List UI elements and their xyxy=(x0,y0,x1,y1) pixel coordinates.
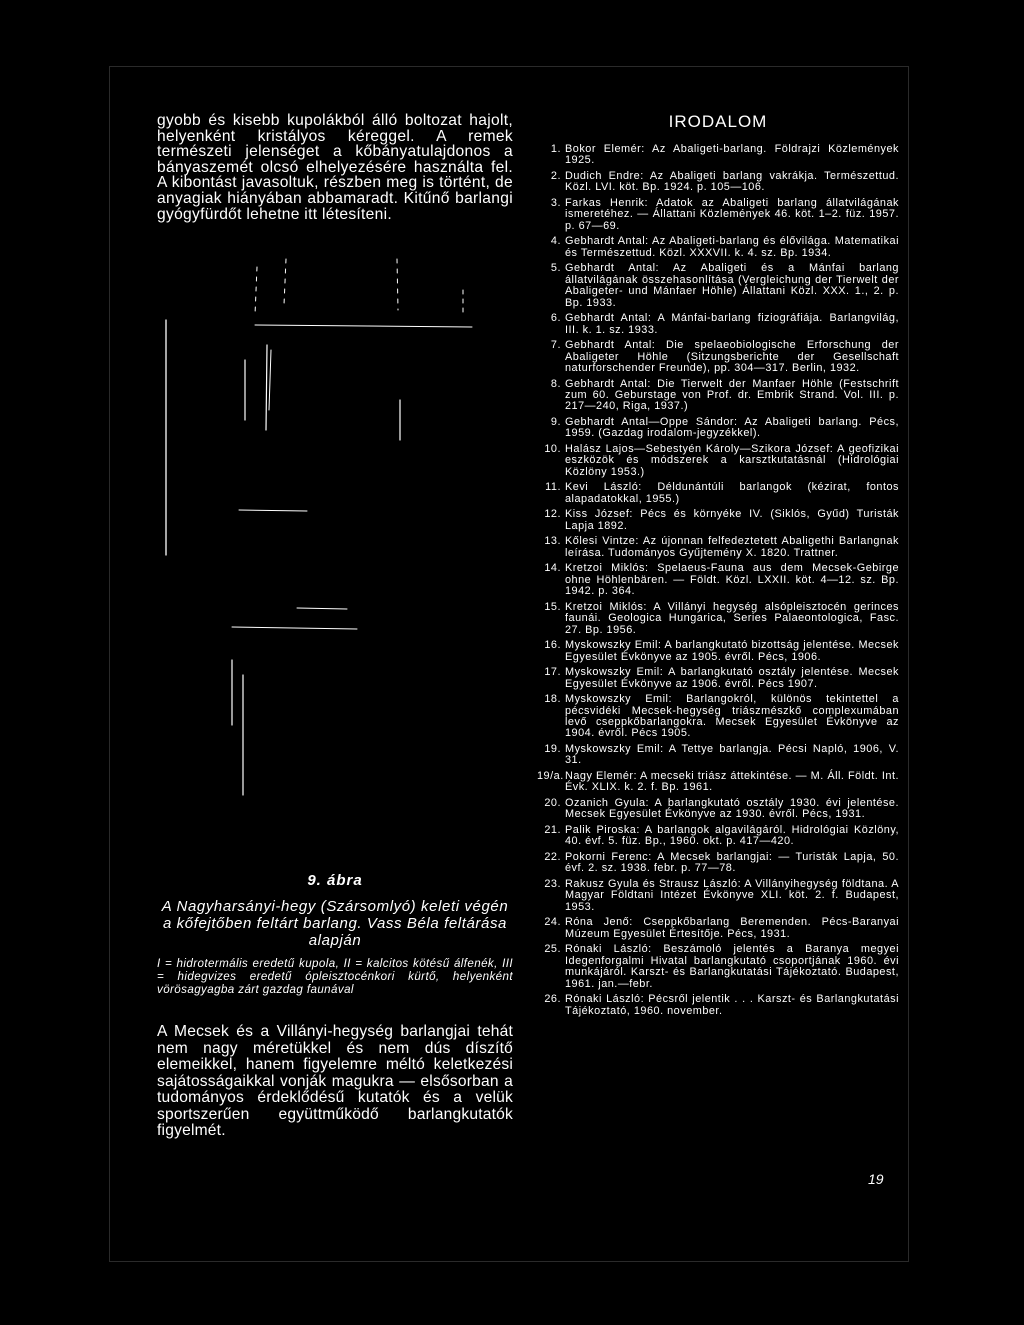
bibliography-entry xyxy=(537,509,899,532)
left-column xyxy=(157,113,513,222)
bibliography-entry xyxy=(537,879,899,913)
bibliography-entry-number: 7. xyxy=(550,339,561,352)
bibliography-entry xyxy=(537,667,899,690)
bibliography-entry-text: Farkas Henrik: Adatok az Abaligeti barlang állatvilágának ismeretéhez. — Állattani Közlemények 46. köt. 1–2. füz. 1957. p. 67—69. xyxy=(565,197,899,232)
bibliography-entry-text: Gebhardt Antal: Az Abaligeti-barlang és élővilága. Matematikai és Természettud. Közl. XXXVII. k. 4. sz. Bp. 1934. xyxy=(565,235,899,259)
bibliography-entry-number: 19/a. xyxy=(537,770,564,783)
bibliography-entry-text: Ozanich Gyula: A barlangkutató osztály 1930. évi jelentése. Mecsek Egyesület Évkönyve az 1930. évről. Pécs, 1931. xyxy=(565,797,899,821)
bibliography-entry xyxy=(537,563,899,597)
bibliography-entry-text: Halász Lajos—Sebestyén Károly—Szikora József: A geofizikai eszközök és módszerek a karsztkutatásnál (Hidrológiai Közlöny 1953.) xyxy=(565,443,899,478)
bibliography-entry-text: Dudich Endre: Az Abaligeti barlang vakrákja. Természettud. Közl. LVI. köt. Bp. 1924. p. 105—106. xyxy=(565,170,899,194)
bibliography-entry xyxy=(537,417,899,440)
bibliography-entry-text: Rakusz Gyula és Strausz László: A Villányihegység földtana. A Magyar Földtani Intézet Évkönyve XLI. köt. 2. f. Budapest, 1953. xyxy=(565,878,899,913)
bibliography-heading: IRODALOM xyxy=(668,112,768,131)
page-number: 19 xyxy=(868,1171,884,1187)
bibliography-entry-number: 20. xyxy=(544,797,561,810)
bibliography-entry-text: Gebhardt Antal: Az Abaligeti és a Mánfai barlang állatvilágának összehasonlítása (Vergleichung der Tierwelt der Abaligeter- und Mánfaer Höhle) Állattani Közl. XXX. 1., 2. p. Bp. 1933. xyxy=(565,262,899,309)
bibliography-entry-number: 13. xyxy=(544,535,561,548)
bibliography-entry-text: Kiss József: Pécs és környéke IV. (Siklós, Gyűd) Turisták Lapja 1892. xyxy=(565,508,899,532)
bibliography-entry-text: Rónaki László: Pécsről jelentik . . . Karszt- és Barlangkutatási Tájékoztató, 1960. november. xyxy=(565,993,899,1017)
bibliography-entry xyxy=(537,994,899,1017)
bibliography-entry xyxy=(537,917,899,940)
dashed-line xyxy=(255,267,257,315)
bibliography-entry-number: 1. xyxy=(550,143,561,155)
bibliography-column xyxy=(537,112,899,1021)
dashed-line xyxy=(284,259,286,305)
dashed-line xyxy=(397,259,398,310)
bibliography-entry xyxy=(537,694,899,740)
cave-figure xyxy=(157,255,513,865)
bibliography-entry xyxy=(537,144,899,167)
bibliography-entry-text: Gebhardt Antal—Oppe Sándor: Az Abaligeti barlang. Pécs, 1959. (Gazdag irodalom-jegyzékkel). xyxy=(565,416,899,440)
bibliography-entry-number: 14. xyxy=(544,562,561,575)
bibliography-entry-number: 22. xyxy=(544,851,561,864)
bibliography-entry-text: Róna Jenő: Cseppkőbarlang Beremenden. Pécs-Baranyai Múzeum Egyesület Értesítője. Pécs, 1931. xyxy=(565,916,899,940)
intro-paragraph: gyobb és kisebb kupolákból álló boltozat hajolt, helyenként kristályos kéreggel. A remek természeti jelenséget a kőbányatulajdonos a bányaszemét olcsó elhelyezésére használta fel. A kibontást javasoltuk, részben meg is történt, de anyagiak hiányában abbamaradt. Kitűnő barlangi gyógyfürdőt lehetne itt létesíteni. xyxy=(157,112,513,223)
vertical-line xyxy=(269,350,271,410)
bibliography-entry-number: 16. xyxy=(544,639,561,652)
bibliography-entry-text: Kretzoi Miklós: A Villányi hegység alsópleisztocén gerinces faunái. Geologica Hungarica, Series Palaeontologica, Fasc. 27. Bp. 1956. xyxy=(565,600,899,636)
body-paragraph: A Mecsek és a Villányi-hegység barlangjai tehát nem nagy méretükkel és nem dús díszítő elemeikkel, hanem figyelemre méltó keletkezési sajátosságaikkal vonják magukra — elsősorban a tudományos érdeklődésű kutatók és a velük sportszerűen együttműködő barlangkutatók figyelmét. xyxy=(157,1023,513,1139)
bibliography-entry-number: 4. xyxy=(550,235,561,248)
bibliography-entry-text: Myskowszky Emil: A Tettye barlangja. Pécsi Napló, 1906, V. 31. xyxy=(565,743,899,767)
bibliography-entry-number: 18. xyxy=(544,693,561,706)
bibliography-entry-number: 2. xyxy=(550,170,561,182)
figure-number: 9. ábra xyxy=(307,872,363,889)
horizontal-line xyxy=(255,325,472,327)
bibliography-entry-text: Gebhardt Antal: Die Tierwelt der Manfaer Höhle (Festschrift zum 60. Geburstage von Prof. dr. Embrik Strand. Vol. III. p. 217—240, Riga, 1937.) xyxy=(565,377,899,413)
bibliography-entry xyxy=(537,944,899,990)
vertical-line xyxy=(266,345,267,430)
bibliography-entry-number: 12. xyxy=(544,508,561,521)
bibliography-entry-number: 26. xyxy=(544,993,561,1006)
bibliography-entry xyxy=(537,482,899,505)
bibliography-entry xyxy=(537,798,899,821)
bibliography-list xyxy=(537,144,899,1017)
bibliography-entry xyxy=(537,852,899,875)
bibliography-entry xyxy=(537,236,899,259)
bibliography-entry-text: Kevi László: Déldunántúli barlangok (kézirat, fontos alapadatokkal, 1955.) xyxy=(565,481,899,505)
bibliography-entry-number: 6. xyxy=(550,312,561,325)
bibliography-entry xyxy=(537,263,899,309)
bibliography-entry xyxy=(537,340,899,374)
bibliography-entry xyxy=(537,771,899,794)
bibliography-entry-text: Bokor Elemér: Az Abaligeti-barlang. Földrajzi Közlemények 1925. xyxy=(565,143,899,167)
bibliography-entry-number: 3. xyxy=(550,197,561,209)
bibliography-entry xyxy=(537,444,899,478)
bibliography-entry-text: Myskowszky Emil: A barlangkutató bizottság jelentése. Mecsek Egyesület Évkönyve az 1905. évről. Pécs, 1906. xyxy=(565,639,899,663)
bibliography-entry-text: Myskowszky Emil: A barlangkutató osztály jelentése. Mecsek Egyesület Évkönyve az 1906. évről. Pécs 1907. xyxy=(565,666,899,690)
bibliography-entry xyxy=(537,825,899,848)
bibliography-entry-number: 19. xyxy=(544,743,561,756)
bibliography-entry-text: Gebhardt Antal: A Mánfai-barlang fiziográfiája. Barlangvilág, III. k. 1. sz. 1933. xyxy=(565,312,899,336)
bibliography-entry-text: Myskowszky Emil: Barlangokról, különös tekintettel a pécsvidéki Mecsek-hegység triászmészkő complexumában levő cseppkőbarlangokra. Mecsek Egyesület Évkönyve az 1904. évről. Pécs 1905. xyxy=(565,693,899,740)
bibliography-entry-text: Palik Piroska: A barlangok algavilágáról. Hidrológiai Közlöny, 40. évf. 5. füz. Bp., 1960. okt. p. 417—420. xyxy=(565,824,899,848)
bibliography-entry xyxy=(537,602,899,636)
horizontal-line xyxy=(297,608,347,609)
bibliography-entry xyxy=(537,640,899,663)
bibliography-entry xyxy=(537,198,899,232)
bibliography-entry-number: 24. xyxy=(544,916,561,929)
bibliography-entry-text: Kőlesi Vintze: Az újonnan felfedeztetett Abaligethi Barlangnak leírása. Tudományos Gyűjtemény X. 1820. Trattner. xyxy=(565,535,899,559)
bibliography-entry xyxy=(537,536,899,559)
horizontal-line xyxy=(232,627,357,629)
bibliography-entry-number: 10. xyxy=(544,443,561,456)
bibliography-entry-number: 23. xyxy=(544,878,561,891)
figure-title: A Nagyharsányi-hegy (Szársomlyó) keleti végén a kőfejtőben feltárt barlang. Vass Béla feltárása alapján xyxy=(161,898,509,949)
bibliography-entry-number: 17. xyxy=(544,666,561,679)
bibliography-entry-text: Nagy Elemér: A mecseki triász áttekintése. — M. Áll. Földt. Int. Évk. XLIX. k. 2. f. Bp. 1961. xyxy=(565,770,899,794)
bibliography-entry-number: 21. xyxy=(544,824,561,837)
bibliography-entry xyxy=(537,171,899,194)
bibliography-entry-text: Kretzoi Miklós: Spelaeus-Fauna aus dem Mecsek-Gebirge ohne Höhlenbären. — Földt. Közl. LXXII. köt. 4—12. sz. Bp. 1942. p. 364. xyxy=(565,562,899,598)
bibliography-entry xyxy=(537,379,899,413)
horizontal-line xyxy=(239,510,307,511)
bibliography-entry xyxy=(537,744,899,767)
bibliography-entry-number: 5. xyxy=(550,262,561,275)
cave-diagram xyxy=(157,255,513,865)
bibliography-entry-number: 25. xyxy=(544,943,561,956)
figure-legend: I = hidrotermális eredetű kupola, II = kalcitos kötésű álfenék, III = hidegvizes eredetű ópleisztocénkori kürtő, helyenként vörösagyagba zárt gazdag faunával xyxy=(157,957,513,997)
bibliography-entry-number: 9. xyxy=(550,416,561,429)
bibliography-entry-text: Gebhardt Antal: Die spelaeobiologische Erforschung der Abaligeter Höhle (Sitzungsberichte der Gesellschaft naturforschender Freunde), pp. 304—317. Berlin, 1932. xyxy=(565,339,899,375)
bibliography-entry-number: 11. xyxy=(545,481,561,494)
bibliography-entry xyxy=(537,313,899,336)
bibliography-entry-number: 8. xyxy=(550,377,561,390)
bibliography-entry-text: Pokorni Ferenc: A Mecsek barlangjai: — Turisták Lapja, 50. évf. 2. sz. 1938. febr. p. 77—78. xyxy=(565,851,899,875)
bibliography-entry-text: Rónaki László: Beszámoló jelentés a Baranya megyei Idegenforgalmi Hivatal barlangkutató csoportjának 1960. évi munkájáról. Karszt- és Barlangkutatási Tájékoztató. Budapest, 1961. jan.—febr. xyxy=(565,943,899,990)
bibliography-entry-number: 15. xyxy=(544,600,561,613)
